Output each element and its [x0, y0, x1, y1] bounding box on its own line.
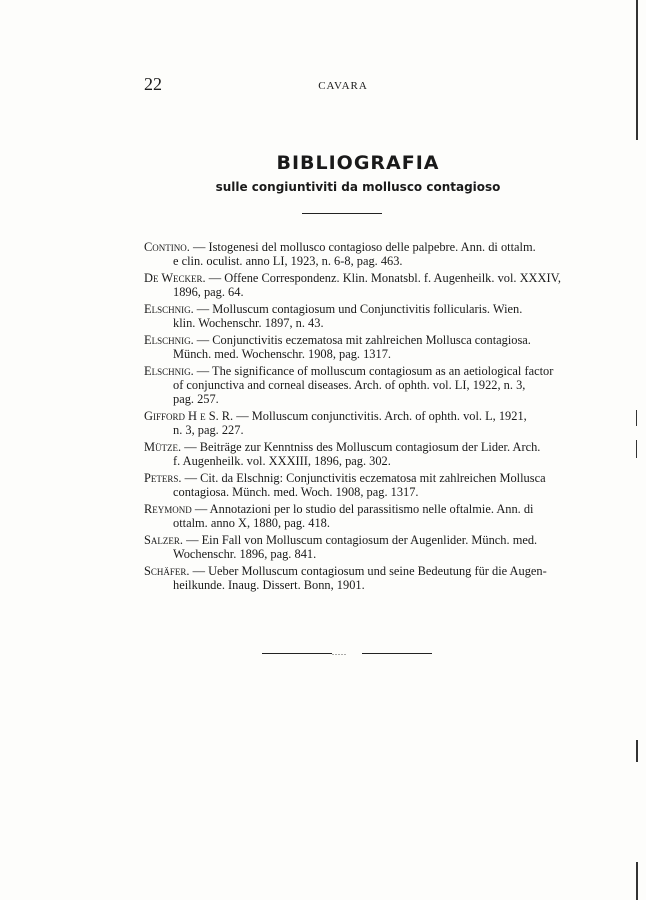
reference-author: Contino.	[144, 240, 190, 254]
reference-line	[144, 254, 574, 268]
reference-author: Elschnig.	[144, 302, 194, 316]
reference-text: — Conjunctivitis eczematosa mit zahlreichen Mollusca contagiosa.	[196, 333, 531, 347]
reference-entry	[144, 533, 574, 561]
reference-line	[144, 564, 574, 578]
reference-text: klin. Wochenschr. 1897, n. 43.	[173, 316, 324, 330]
reference-text: e clin. oculist. anno LI, 1923, n. 6-8, pag. 463.	[173, 254, 403, 268]
reference-text: f. Augenheilk. vol. XXXIII, 1896, pag. 302.	[173, 454, 391, 468]
section-subtitle: sulle congiuntiviti da mollusco contagioso	[215, 180, 501, 194]
reference-line	[144, 533, 574, 547]
reference-entry	[144, 333, 574, 361]
reference-text: — Molluscum conjunctivitis. Arch. of ophth. vol. L, 1921,	[236, 409, 527, 423]
reference-entry	[144, 240, 574, 268]
reference-entry	[144, 271, 574, 299]
reference-line	[144, 271, 574, 285]
reference-list	[144, 240, 574, 595]
reference-line	[144, 302, 574, 316]
reference-entry	[144, 502, 574, 530]
reference-text: Wochenschr. 1896, pag. 841.	[173, 547, 317, 561]
reference-text: Münch. med. Wochenschr. 1908, pag. 1317.	[173, 347, 391, 361]
scan-edge-mark	[636, 862, 638, 900]
reference-text: ottalm. anno X, 1880, pag. 418.	[173, 516, 330, 530]
reference-author: Salzer.	[144, 533, 183, 547]
scan-edge-mark	[636, 440, 637, 458]
reference-line	[144, 502, 574, 516]
reference-author: Schäfer.	[144, 564, 190, 578]
reference-line	[144, 285, 574, 299]
reference-author: De Wecker.	[144, 271, 206, 285]
reference-author: Elschnig.	[144, 333, 194, 347]
title-rule	[302, 213, 382, 214]
reference-entry	[144, 440, 574, 468]
reference-text: contagiosa. Münch. med. Woch. 1908, pag. 1317.	[173, 485, 419, 499]
reference-line	[144, 516, 574, 530]
reference-line	[144, 378, 574, 392]
reference-line	[144, 347, 574, 361]
reference-entry	[144, 364, 574, 406]
running-head: CAVARA	[318, 80, 368, 92]
reference-line	[144, 240, 574, 254]
reference-text: — The significance of molluscum contagiosum as an aetiological factor	[196, 364, 554, 378]
end-rule-right	[362, 653, 432, 654]
reference-text: — Istogenesi del mollusco contagioso delle palpebre. Ann. di ottalm.	[192, 240, 536, 254]
reference-text: n. 3, pag. 227.	[173, 423, 244, 437]
scan-edge-mark	[636, 0, 638, 140]
reference-line	[144, 316, 574, 330]
page-number: 22	[144, 74, 162, 94]
reference-line	[144, 409, 574, 423]
reference-line	[144, 454, 574, 468]
reference-line	[144, 547, 574, 561]
end-dots: .....	[332, 648, 347, 657]
reference-line	[144, 423, 574, 437]
reference-text: pag. 257.	[173, 392, 219, 406]
reference-line	[144, 364, 574, 378]
reference-line	[144, 333, 574, 347]
reference-author: Mütze.	[144, 440, 182, 454]
reference-line	[144, 485, 574, 499]
reference-entry	[144, 564, 574, 592]
reference-line	[144, 471, 574, 485]
reference-entry	[144, 471, 574, 499]
reference-text: 1896, pag. 64.	[173, 285, 244, 299]
end-rule-left	[262, 653, 332, 654]
reference-text: — Ein Fall von Molluscum contagiosum der Augenlider. Münch. med.	[186, 533, 538, 547]
reference-line	[144, 578, 574, 592]
end-ornament	[262, 650, 432, 656]
reference-author: Gifford H e S. R.	[144, 409, 234, 423]
reference-line	[144, 392, 574, 406]
reference-text: — Ueber Molluscum contagiosum und seine Bedeutung für die Augen-	[192, 564, 547, 578]
reference-text: heilkunde. Inaug. Dissert. Bonn, 1901.	[173, 578, 365, 592]
section-title: BIBLIOGRAFIA	[276, 152, 440, 174]
reference-entry	[144, 409, 574, 437]
reference-text: — Molluscum contagiosum und Conjunctivitis follicularis. Wien.	[196, 302, 523, 316]
reference-text: of conjunctiva and corneal diseases. Arch. of ophth. vol. LI, 1922, n. 3,	[173, 378, 526, 392]
reference-line	[144, 440, 574, 454]
reference-text: — Beiträge zur Kenntniss des Molluscum contagiosum der Lider. Arch.	[184, 440, 541, 454]
reference-entry	[144, 302, 574, 330]
reference-author: Reymond	[144, 502, 192, 516]
reference-text: — Offene Correspondenz. Klin. Monatsbl. f. Augenheilk. vol. XXXIV,	[208, 271, 562, 285]
scan-edge-mark	[636, 740, 638, 762]
reference-text: — Cit. da Elschnig: Conjunctivitis eczematosa mit zahlreichen Mollusca	[184, 471, 546, 485]
reference-author: Elschnig.	[144, 364, 194, 378]
reference-text: — Annotazioni per lo studio del parassitismo nelle oftalmie. Ann. di	[194, 502, 534, 516]
reference-author: Peters.	[144, 471, 182, 485]
scan-edge-mark	[636, 410, 637, 426]
